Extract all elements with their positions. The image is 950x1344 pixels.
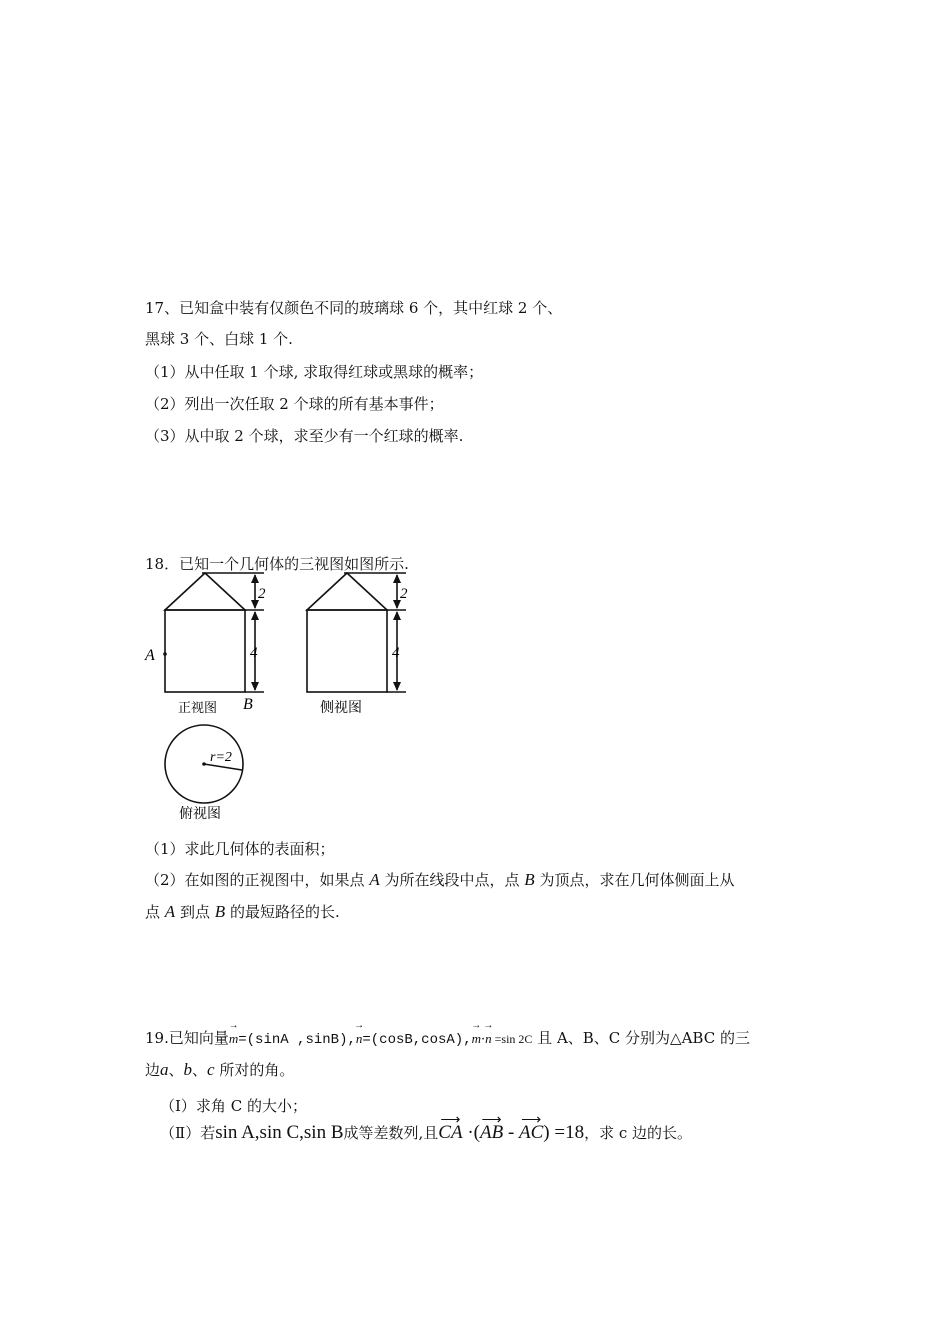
q19-line1 [145, 1028, 750, 1050]
q17-line2: 黑球 3 个、白球 1 个. [145, 330, 293, 348]
q18-part2-point-a: A [369, 870, 380, 889]
side-view-body [307, 610, 387, 692]
q19-l1-dot: · [480, 1032, 486, 1047]
q19-side-b: b [183, 1060, 193, 1079]
q18-part2-point-b: B [524, 870, 535, 889]
q19-l2-text-d: 所对的角。 [214, 1061, 295, 1079]
point-a-dot [163, 652, 167, 656]
q19-part2-text-c: ·( [462, 1122, 480, 1143]
point-b-label: B [243, 696, 253, 713]
vector-n: → n [356, 1029, 363, 1049]
q19-line2 [145, 1060, 294, 1080]
q18-intro: 18．已知一个几何体的三视图如图所示. [145, 555, 409, 573]
q19-part2-minus: - [503, 1122, 520, 1143]
q19-l2-text-c: 、 [192, 1061, 208, 1079]
q19-part2-text-b: 成等差数列,且 [343, 1124, 439, 1142]
vector-ac: ⟶ AC [519, 1120, 543, 1146]
vector-ab: ⟶ AB [480, 1120, 503, 1146]
top-view-label: 俯视图 [179, 807, 221, 822]
vector-m: → m [229, 1029, 238, 1049]
q19-side-c: c [207, 1060, 215, 1079]
q19-part2-text-d: ) =18 [543, 1122, 585, 1143]
side-dim-body-value: 4 [392, 645, 400, 661]
q17-line1: 17、已知盒中装有仅颜色不同的玻璃球 6 个，其中红球 2 个、 [145, 299, 563, 317]
q19-side-a: a [160, 1060, 169, 1079]
front-view [165, 573, 264, 692]
vector-ca: ⟶ CA [438, 1120, 462, 1146]
q18-line3-point-a: A [164, 902, 176, 921]
q19-part1: （Ⅰ）求角 C 的大小； [160, 1097, 307, 1115]
q17-part2: （2）列出一次任取 2 个球的所有基本事件； [145, 395, 444, 413]
q18-part2-line2 [145, 902, 340, 922]
q18-part2-text-b: 为所在线段中点，点 [384, 871, 520, 889]
q17-part1: （1）从中任取 1 个球, 求取得红球或黑球的概率； [145, 363, 484, 381]
q18-line3-text-a: 点 [145, 903, 161, 921]
side-view-label: 侧视图 [320, 701, 362, 716]
q19-l1-text-d: =sin 2C [491, 1032, 533, 1046]
front-dim-body-value: 4 [250, 645, 258, 661]
q19-l1-text-c: =(cosB,cosA), [362, 1032, 472, 1048]
three-view-figure [140, 570, 440, 830]
q19-part2 [160, 1120, 692, 1146]
q17-part3: （3）从中取 2 个球，求至少有一个红球的概率. [145, 427, 464, 445]
front-view-label: 正视图 [178, 701, 218, 716]
q18-part2 [145, 870, 734, 890]
front-view-roof [165, 573, 245, 610]
q18-part1: （1）求此几何体的表面积； [145, 840, 335, 858]
point-a-label: A [145, 647, 155, 664]
q18-line3-point-b: B [214, 902, 226, 921]
q19-l2-text-b: 、 [168, 1061, 184, 1079]
side-view [307, 573, 406, 692]
q19-l1-text-b: =(sinA ,sinB), [238, 1032, 356, 1048]
front-dim-top-value: 2 [258, 586, 266, 602]
q18-part2-text-a: （2）在如图的正视图中，如果点 [145, 871, 365, 889]
radius-label: r=2 [210, 750, 232, 765]
q19-part2-text-a: （Ⅱ）若 [160, 1124, 216, 1142]
q19-l1-text-e: 且 A、B、C 分别为△ABC 的三 [532, 1029, 750, 1047]
q19-part2-sines: sin A,sin C,sin B [215, 1122, 344, 1143]
q19-part2-text-e: ，求 c 边的长。 [584, 1124, 693, 1142]
q18-line3-text-b: 到点 [179, 903, 210, 921]
q19-l2-text-a: 边 [145, 1061, 161, 1079]
vector-n-2: → n [485, 1029, 492, 1049]
q18-line3-text-c: 的最短路径的长. [229, 903, 340, 921]
vector-m-2: → m [472, 1029, 481, 1049]
front-view-body [165, 610, 245, 692]
side-dim-top-value: 2 [400, 586, 408, 602]
q18-part2-text-c: 为顶点，求在几何体侧面上从 [539, 871, 735, 889]
side-view-roof [307, 573, 387, 610]
q19-l1-text-a: 19.已知向量 [145, 1029, 229, 1047]
